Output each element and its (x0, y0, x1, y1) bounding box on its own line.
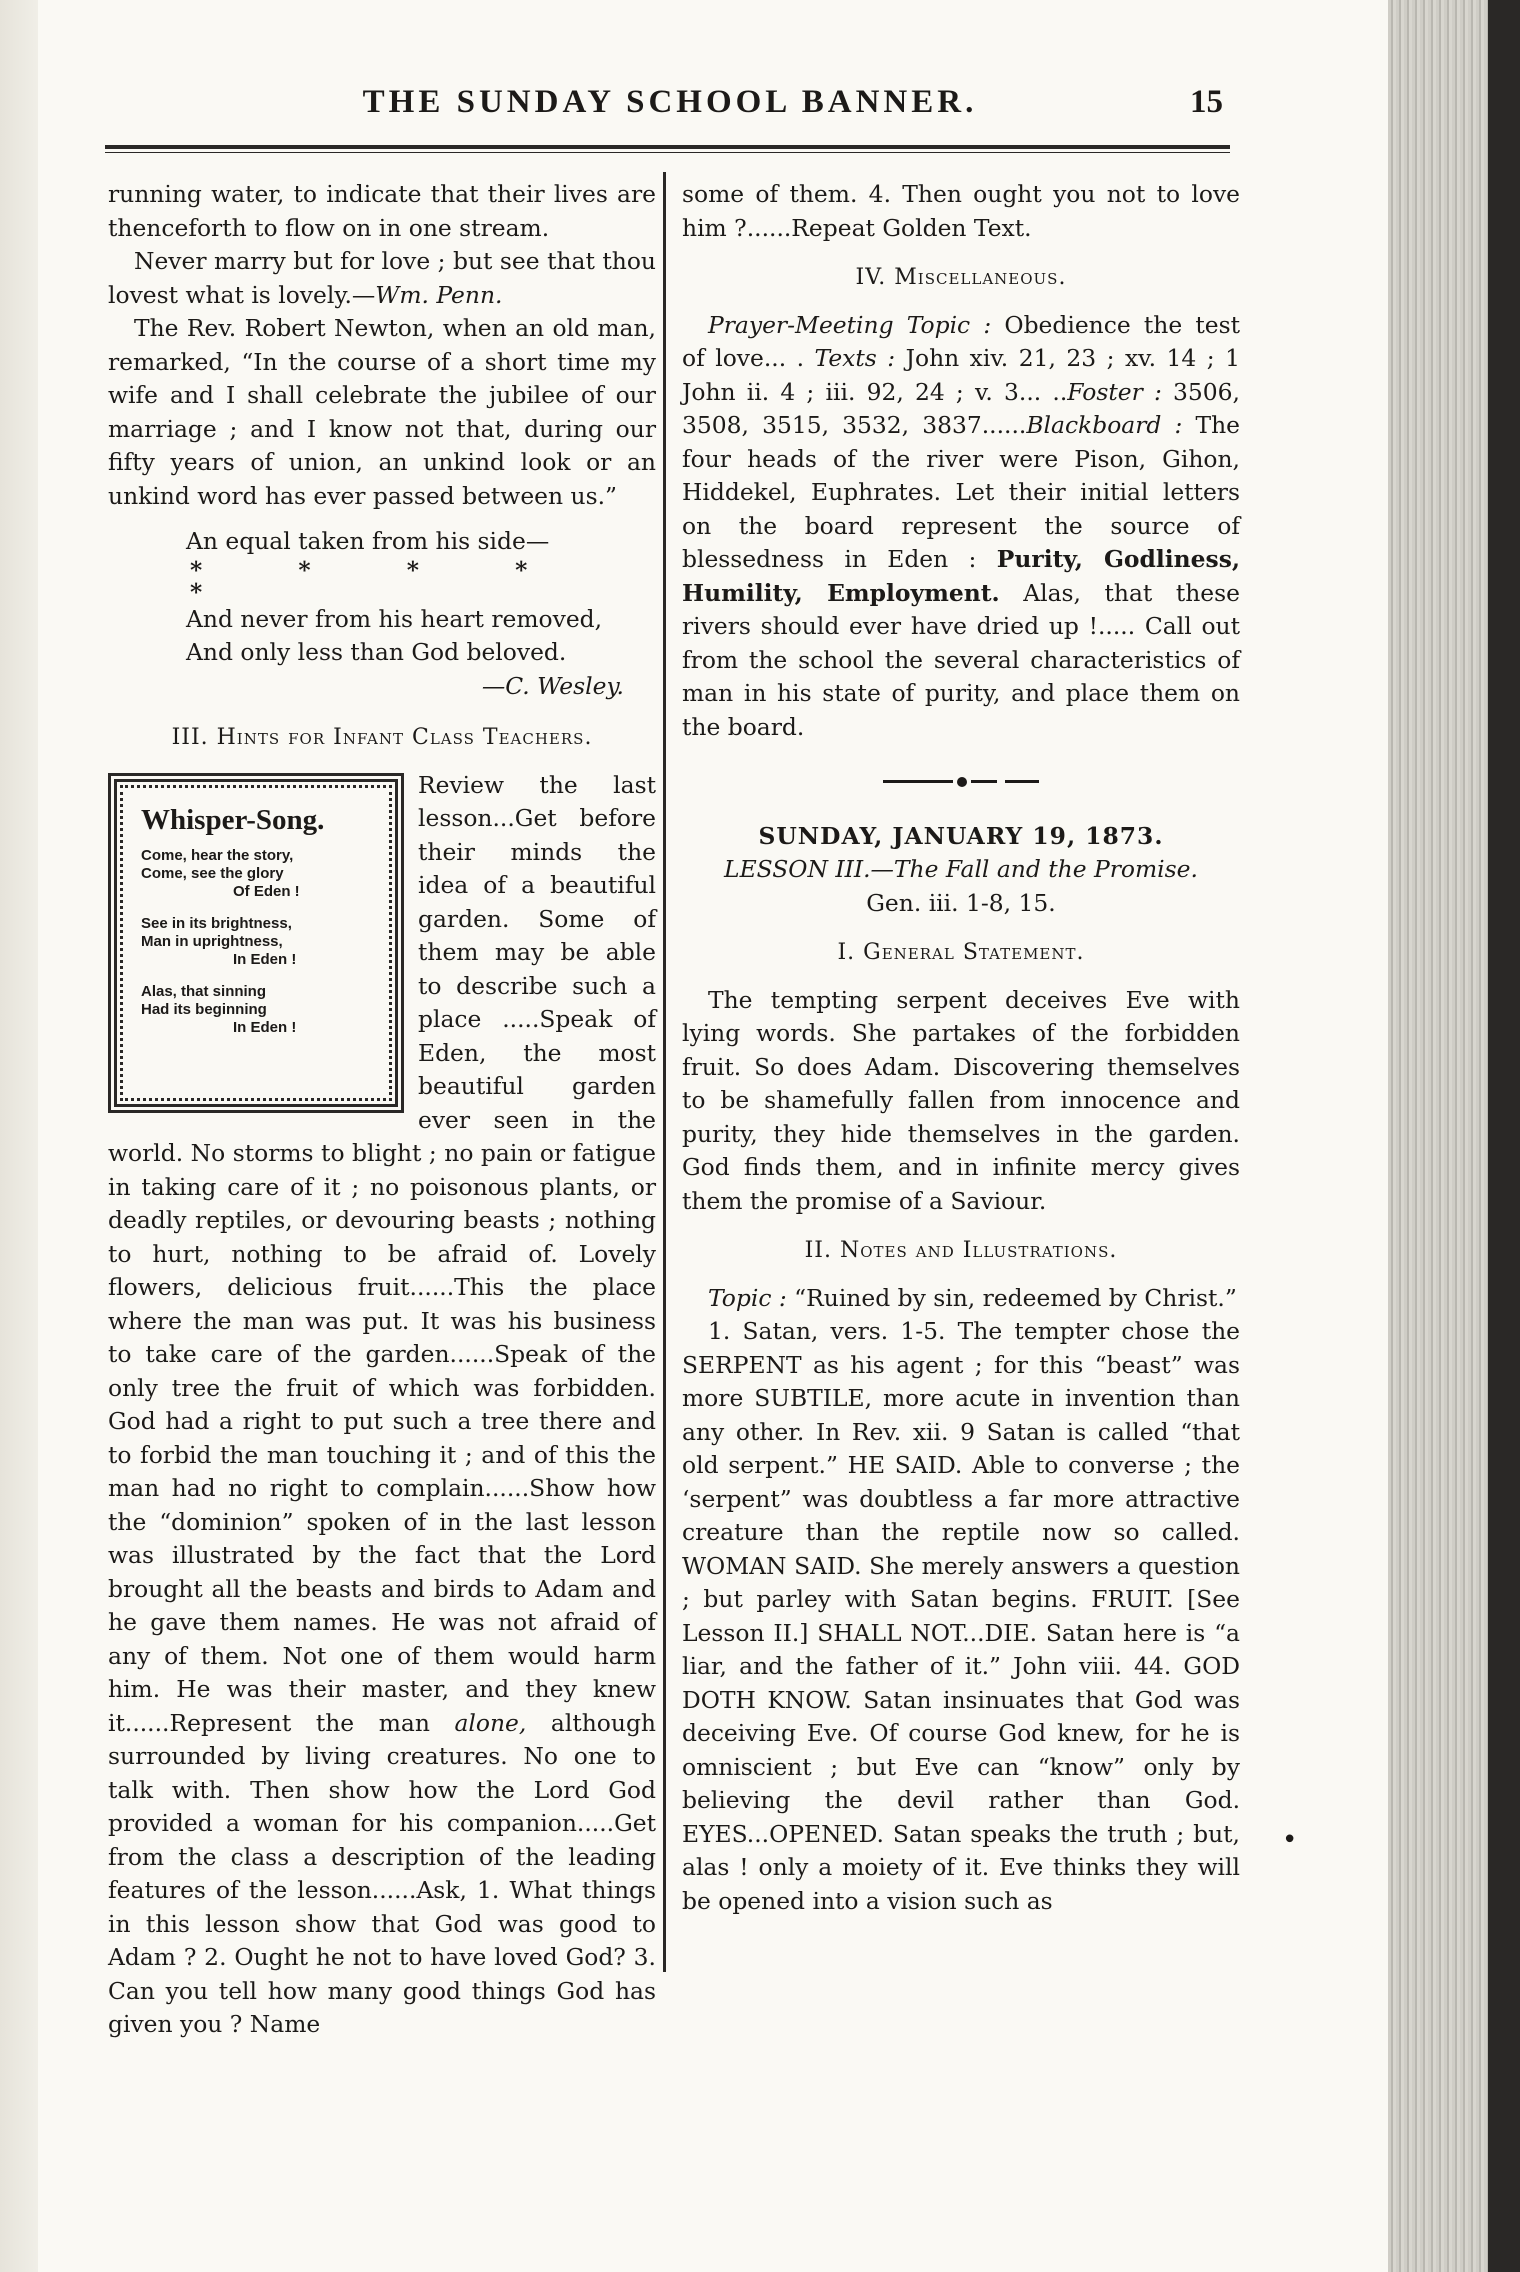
label: Topic : (708, 1283, 787, 1312)
lesson-reference: Gen. iii. 1-8, 15. (866, 888, 1056, 917)
notes-topic (682, 1282, 1240, 1316)
verse-line: Had its beginning (141, 1001, 267, 1018)
text: Alas, that these rivers should ever have dried up !..... Call out from the school the several characteristics of man in his state of purity, and place them on the board. (682, 578, 1240, 741)
poem-line: And never from his heart removed, (186, 604, 603, 633)
verse-line: Man in uprightness, (141, 933, 283, 950)
whisper-song-box (108, 773, 404, 1113)
section-heading-notes: II. Notes and Illustrations. (804, 1238, 1118, 1263)
section-heading-miscellaneous: IV. Miscellaneous. (855, 265, 1067, 290)
label: Blackboard : (1026, 411, 1183, 439)
lesson-title: LESSON III.—The Fall and the Promise. (724, 855, 1198, 883)
verse-line: In Eden ! (233, 1019, 297, 1036)
section-heading-general: I. General Statement. (837, 940, 1085, 965)
book-cover-edge (1488, 0, 1520, 2272)
verse-line: Come, see the glory (141, 865, 284, 882)
poem-line: And only less than God beloved. (186, 638, 567, 666)
general-statement: The tempting serpent deceives Eve with lying words. She partakes of the forbidden fruit. So does Adam. Discovering themselves to be shamefully fallen from innocence and purity, they hide themselves in the garden. God finds them, and in infinite mercy gives them the promise of a Saviour. (682, 985, 1240, 1215)
text: “Ruined by sin, redeemed by Christ.” (786, 1283, 1237, 1312)
page-number: 15 (1190, 84, 1223, 120)
text: The four heads of the river were Pison, Gihon, Hiddekel, Euphrates. Let their initial letters on the board represent the source of blessedness in Eden : (682, 411, 1240, 573)
hints-emphasis: alone, (454, 1708, 527, 1737)
running-head: THE SUNDAY SCHOOL BANNER. (362, 84, 978, 120)
hints-body-continued: although surrounded by living creatures. No one to talk with. Then show how the Lord God provided a woman for his companion.....Get from the class a description of the leading features of the lesson......Ask, 1. What things in this lesson show that God was good to Adam ? 2. Ought he not to have loved God? 3. Can you tell how many good things God has given you ? Name (108, 1708, 656, 2038)
text: John xiv. 21, 23 ; xv. 14 ; 1 John ii. 4 ; iii. 92, 24 ; v. 3... .. (682, 344, 1241, 406)
label: Prayer-Meeting Topic : (708, 310, 992, 339)
right-column (682, 178, 1240, 1918)
paragraph: some of them. 4. Then ought you not to love him ?......Repeat Golden Text. (682, 180, 1240, 242)
initial-word: Employment. (827, 578, 1000, 607)
verse-line: Come, hear the story, (141, 847, 294, 864)
verse-line: See in its brightness, (141, 915, 292, 932)
quote-author: Wm. Penn. (375, 280, 503, 309)
notes-text: 1. Satan, vers. 1-5. The tempter chose the SERPENT as his agent ; for this “beast” was more SUBTILE, more acute in invention than any other. In Rev. xii. 9 Satan is called “that old serpent.” HE SAID. Able to converse ; the ‘serpent” was doubtless a far more attractive creature than the reptile now so called. WOMAN SAID. She merely answers a question ; but parley with Satan begins. FRUIT. [See Lesson II.] SHALL NOT...DIE. Satan here is “a liar, and the father of it.” John viii. 44. GOD DOTH KNOW. Satan insinuates that God was deceiving Eve. Of course God knew, for he is omniscient ; but Eve can “know” only by believing the devil rather than God. EYES...OPENED. Satan speaks the truth ; but, alas ! only a moiety of it. Eve thinks they will be opened into a vision such as (682, 1317, 1240, 1915)
quote-penn (108, 245, 656, 312)
left-column (108, 178, 656, 2042)
poem-attribution: —C. Wesley. (481, 671, 624, 700)
paragraph-newton: The Rev. Robert Newton, when an old man, remarked, “In the course of a short time my wife and I shall celebrate the jubilee of our marriage ; and I know not that, during our fifty years of union, an unkind look or an unkind word has ever passed between us.” (108, 314, 656, 510)
quote-text: Never marry but for love ; but see that thou lovest what is lovely.— (108, 247, 656, 309)
column-rule (663, 172, 666, 1972)
verse-line: In Eden ! (233, 951, 297, 968)
book-gutter (0, 0, 42, 2272)
whisper-verse-1 (141, 847, 377, 901)
section-heading-hints: III. Hints for Infant Class Teachers. (171, 725, 593, 750)
whisper-verse-3 (141, 983, 377, 1037)
text: 3506, 3508, 3515, 3532, 3837...... (682, 377, 1240, 439)
whisper-verse-2 (141, 915, 377, 969)
poem-line: An equal taken from his side— (186, 527, 550, 555)
paragraph: running water, to indicate that their lives are thenceforth to flow on in one stream. (108, 180, 656, 242)
poem-wesley (108, 525, 656, 703)
label: Texts : (814, 344, 896, 372)
miscellaneous-text (682, 309, 1240, 745)
initial-word: Humility, (682, 578, 828, 607)
verse-line: Alas, that sinning (141, 983, 267, 1000)
ornamental-divider (682, 764, 1240, 798)
initial-word: Godliness, (1103, 545, 1241, 573)
verse-line: Of Eden ! (233, 883, 300, 900)
header-rule (105, 145, 1230, 153)
margin-mark: • (1282, 1825, 1298, 1855)
poem-stars: * * * * * (190, 555, 572, 606)
label: Foster : (1067, 377, 1162, 406)
whisper-song-title: Whisper-Song. (141, 803, 325, 836)
hints-body: Review the last lesson...Get before their minds the idea of a beautiful garden. Some of them may be able to describe such a place .....Speak of Eden, the most beautiful garden ever seen in the world. No storms to blight ; no pain or fatigue in taking care of it ; no poisonous plants, or deadly reptiles, or devouring beasts ; nothing to hurt, nothing to be afraid of. Lovely flowers, delicious fruit......This the place where the man was put. It was his business to take care of the garden......Speak of the only tree the fruit of which was forbidden. God had a right to put such a tree there and to forbid the man touching it ; and of this the man had no right to complain......Show how the “dominion” spoken of in the last lesson was illustrated by the fact that the Lord brought all the beasts and birds to Adam and he gave them names. He was not afraid of any of them. Not one of them would harm him. He was their master, and they knew it......Represent the man (108, 770, 656, 1737)
text: Obedience the test of love... . (682, 310, 1240, 372)
lesson-date: SUNDAY, JANUARY 19, 1873. (758, 821, 1164, 850)
initial-word: Purity, (996, 545, 1104, 573)
